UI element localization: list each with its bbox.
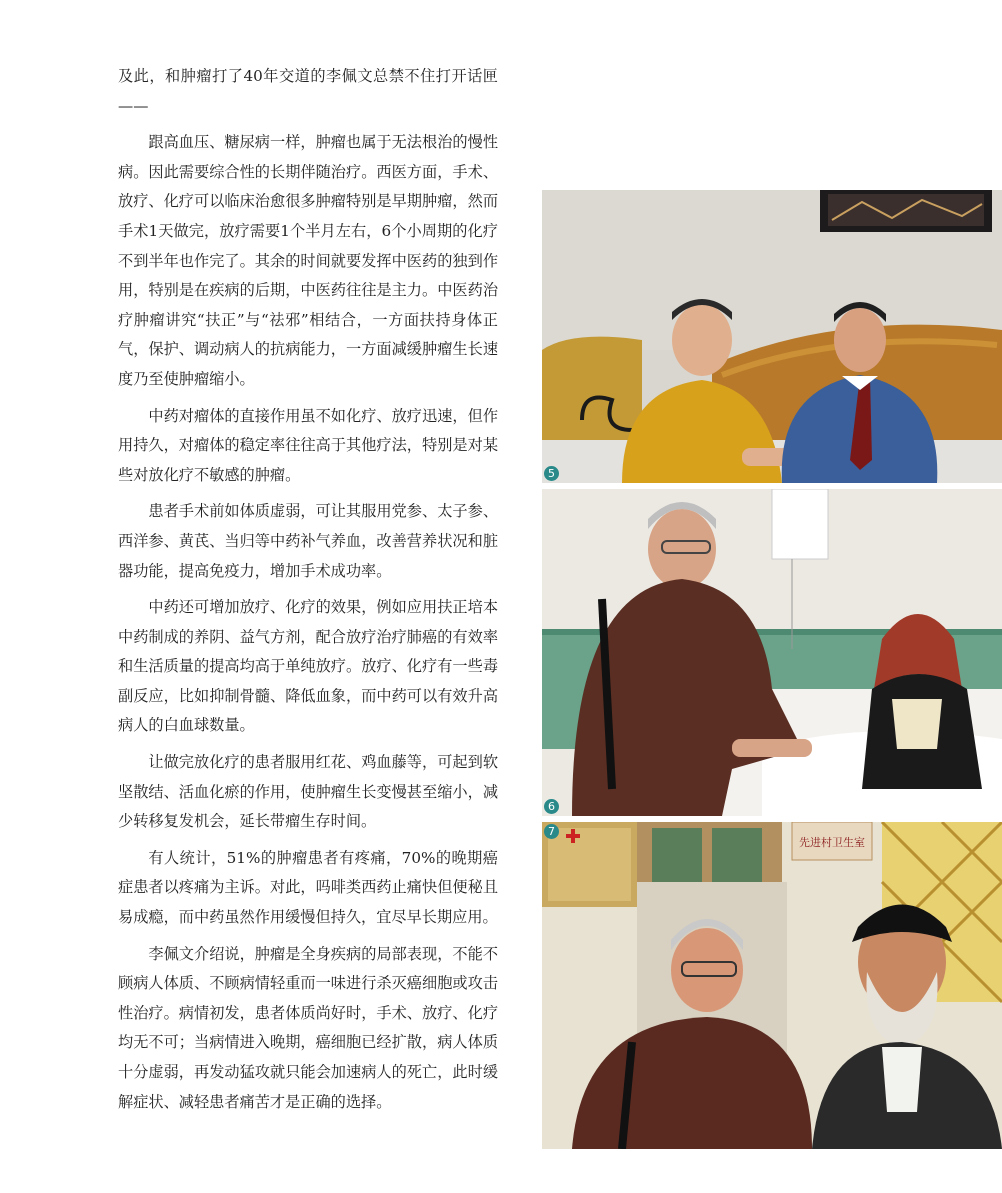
paragraph: 跟高血压、糖尿病一样，肿瘤也属于无法根治的慢性病。因此需要综合性的长期伴随治疗。西医方面，手术、放疗、化疗可以临床治愈很多肿瘤特别是早期肿瘤，然而手术1天做完，放疗需要1个半月左右，6个小周期的化疗不到半年也作完了。其余的时间就要发挥中医药的独到作用，特别是在疾病的后期，中医药往往是主力。中医药治疗肿瘤讲究“扶正”与“祛邪”相结合，一方面扶持身体正气，保护、调动病人的抗病能力，一方面减缓肿瘤生长速度乃至使肿瘤缩小。 [118,133,498,388]
paragraph: 李佩文介绍说，肿瘤是全身疾病的局部表现，不能不顾病人体质、不顾病情轻重而一味进行杀灭癌细胞或攻击性治疗。病情初发，患者体质尚好时，手术、放疗、化疗均无不可；当病情进入晚期，癌细胞已经扩散，病人体质十分虚弱，再发动猛攻就只能会加速病人的死亡，此时缓解症状、减轻患者痛苦才是正确的选择。 [118,944,498,1111]
paragraph: 患者手术前如体质虚弱，可让其服用党参、太子参、西洋参、黄芪、当归等中药补气养血，改善营养状况和脏器功能，提高免疫力，增加手术成功率。 [118,502,498,580]
photo-doctor-with-elderly-woman [542,489,1002,816]
photo-illustration [542,489,1002,816]
photo-number-badge: 5 [544,466,559,481]
clinic-sign-text: 先进村卫生室 [799,836,865,849]
photo-illustration [542,822,1002,1149]
paragraph: 中药对瘤体的直接作用虽不如化疗、放疗迅速，但作用持久，对瘤体的稳定率往往高于其他疗法，特别是对某些对放化疗不敏感的肿瘤。 [118,406,498,484]
paragraph: 让做完放化疗的患者服用红花、鸡血藤等，可起到软坚散结、活血化瘀的作用，使肿瘤生长变慢甚至缩小，减少转移复发机会，延长带瘤生存时间。 [118,753,498,831]
paragraph: 有人统计，51%的肿瘤患者有疼痛，70%的晚期癌症患者以疼痛为主诉。对此，吗啡类西药止痛快但便秘且易成瘾，而中药虽然作用缓慢但持久，宜尽早长期应用。 [118,848,498,927]
paragraph: 中药还可增加放疗、化疗的效果，例如应用扶正培本中药制成的养阴、益气方剂，配合放疗治疗肺癌的有效率和生活质量的提高均高于单纯放疗。放疗、化疗有一些毒副反应，比如抑制骨髓、降低血象，而中药可以有效升高病人的白血球数量。 [118,598,498,735]
photo-number-badge: 6 [544,799,559,814]
photo-number-badge: 7 [544,824,559,839]
article-body [118,62,498,1124]
photo-illustration [542,190,1002,483]
photo-doctor-with-village-elder [542,822,1002,1149]
paragraph: 及此，和肿瘤打了40年交道的李佩文总禁不住打开话匣—— [118,67,498,115]
photo-doctor-with-patient-on-sofa [542,190,1002,483]
